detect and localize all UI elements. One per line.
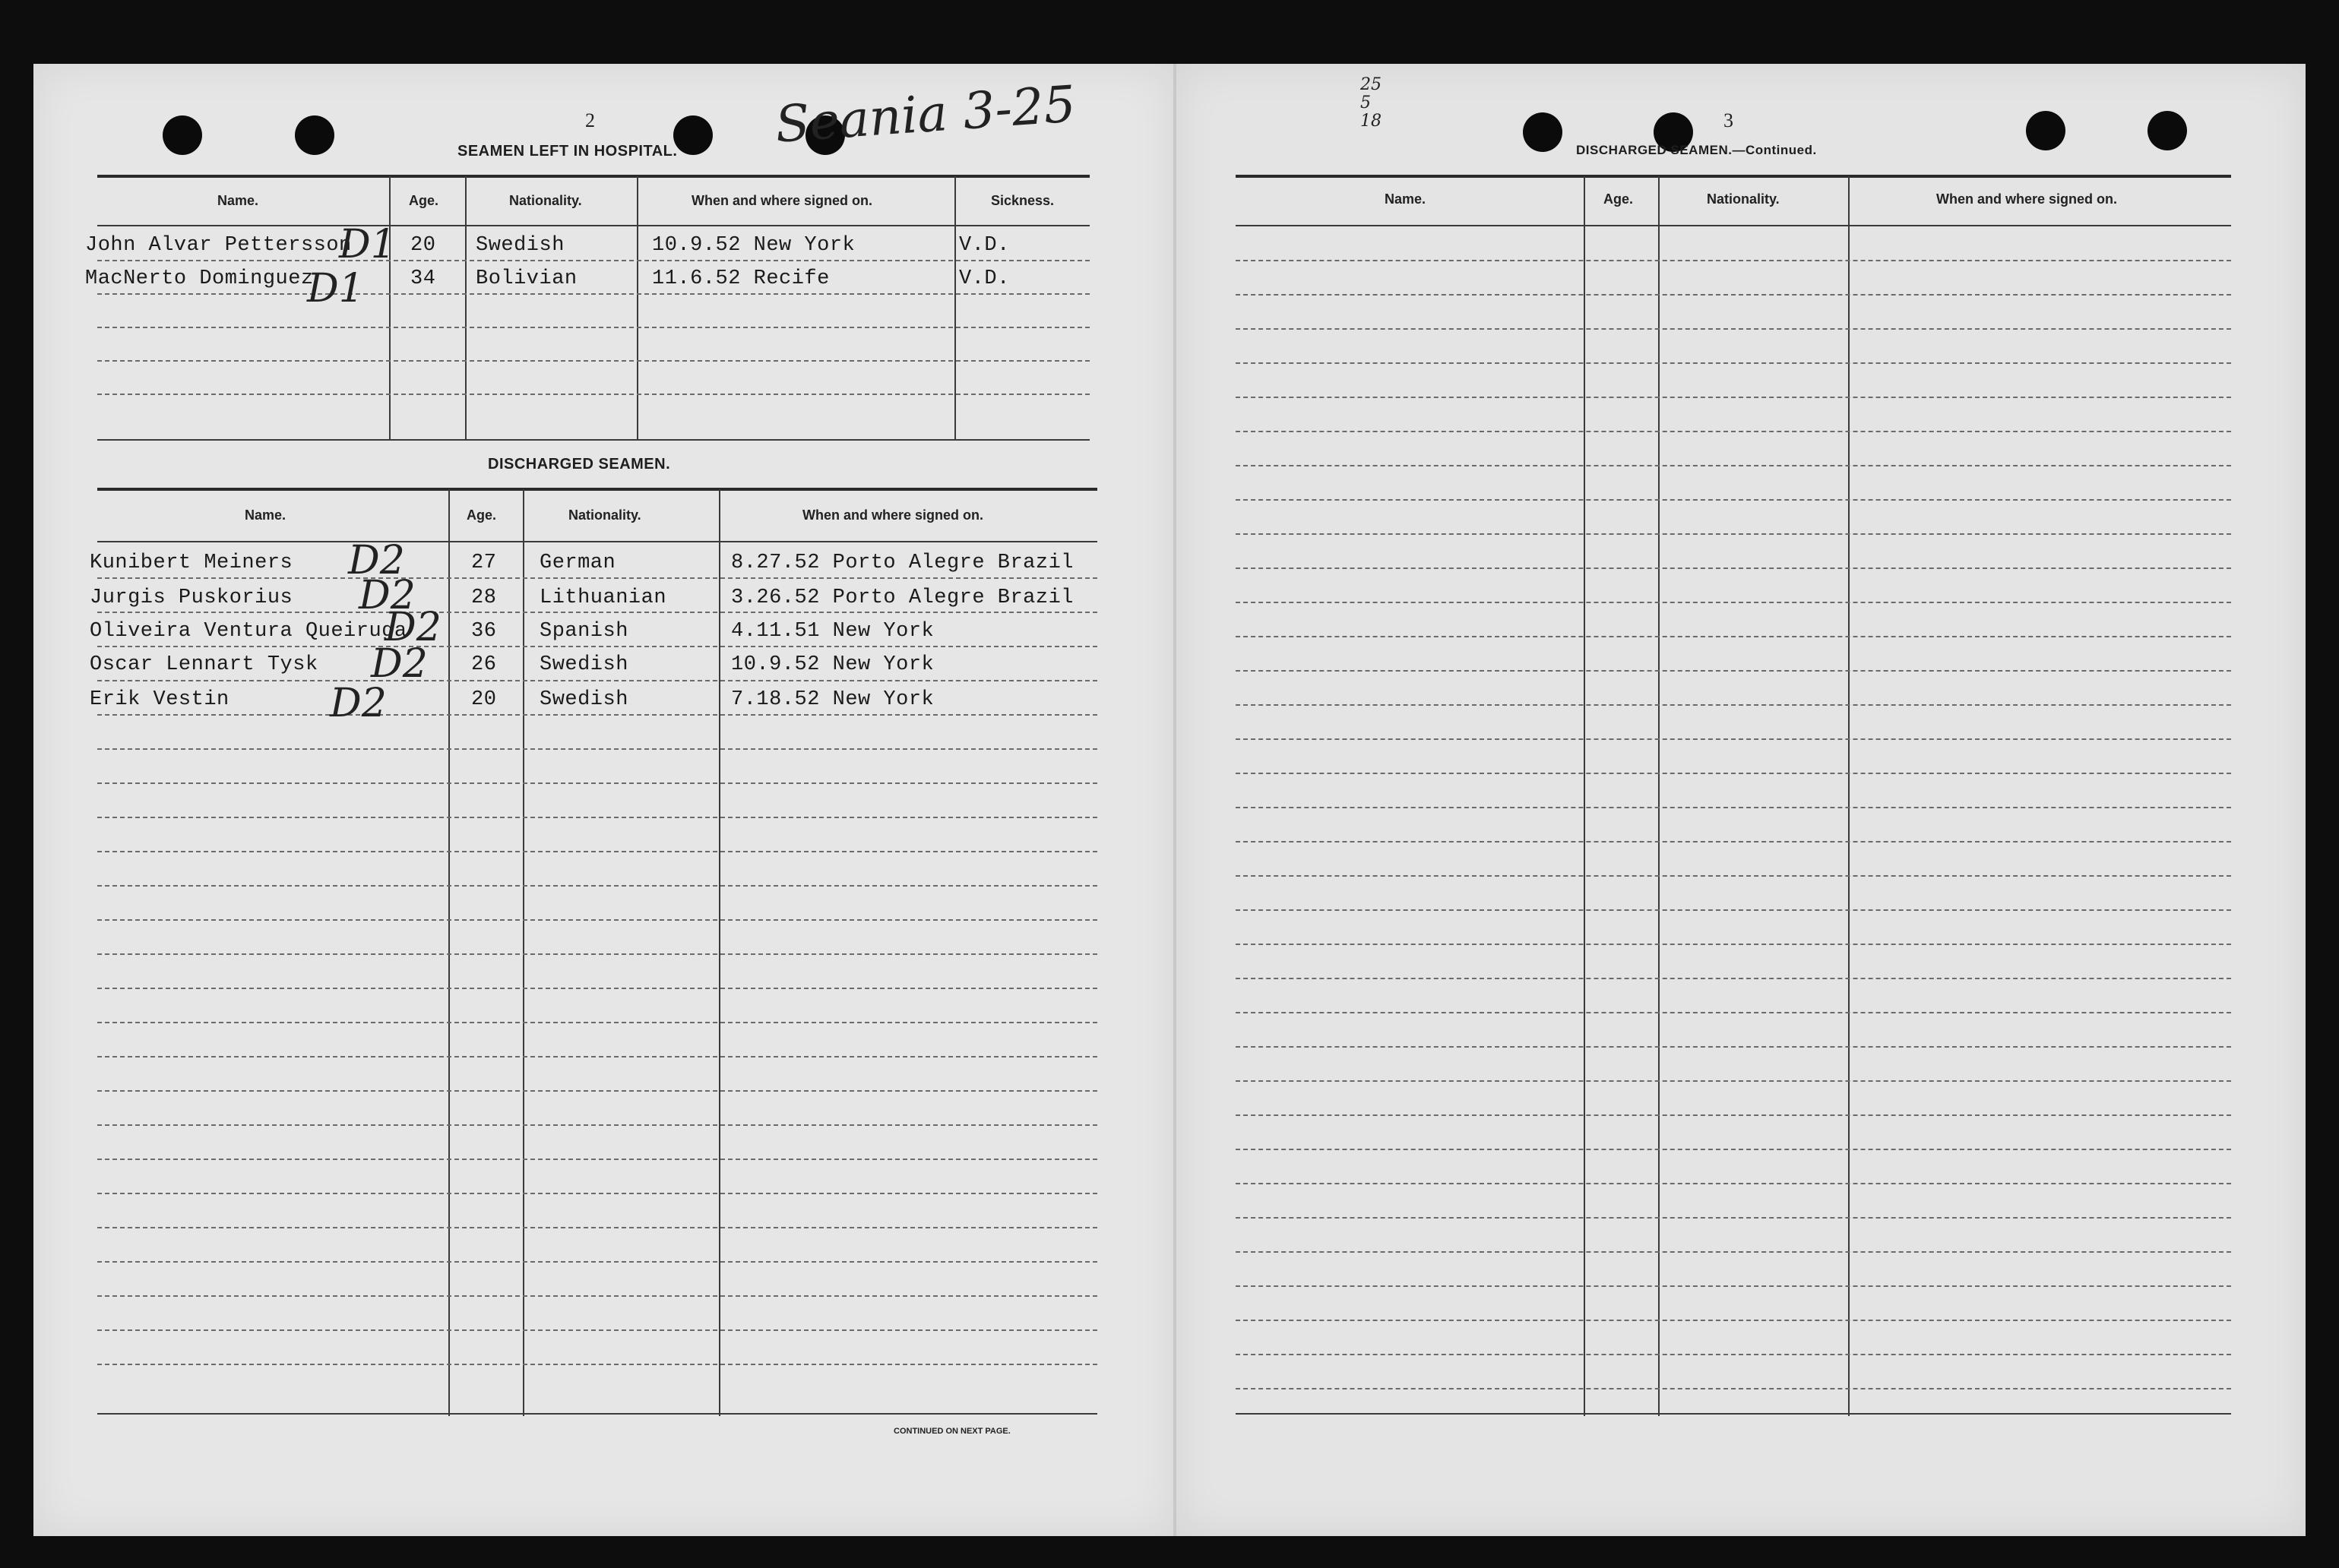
column-header-name: Name. xyxy=(245,507,286,523)
column-header-age: Age. xyxy=(1603,191,1634,207)
row-rule xyxy=(97,919,1097,921)
row-rule xyxy=(97,851,1097,852)
table-row-age: 20 xyxy=(410,234,436,257)
row-rule xyxy=(1236,909,2231,911)
handwritten-annotation: Seania 3-25 xyxy=(773,74,1078,154)
row-rule xyxy=(1236,1354,2231,1355)
table-row-signed-on: 7.18.52 New York xyxy=(731,688,935,711)
row-rule xyxy=(1236,294,2231,296)
table-row-age: 27 xyxy=(471,552,497,574)
row-rule xyxy=(1236,465,2231,466)
handwritten-mark: D2 xyxy=(385,605,442,650)
handwritten-mark: D2 xyxy=(359,573,416,618)
page-number: 3 xyxy=(1723,109,1733,131)
table-row-age: 34 xyxy=(410,267,436,290)
table-row-signed-on: 3.26.52 Porto Alegre Brazil xyxy=(731,586,1074,609)
table-row-nationality: Swedish xyxy=(540,688,628,711)
column-divider xyxy=(389,176,391,441)
table-header-rule xyxy=(97,225,1090,226)
row-rule xyxy=(97,1329,1097,1331)
row-rule xyxy=(1236,1114,2231,1116)
column-header-signed-on: When and where signed on. xyxy=(802,507,984,523)
row-rule xyxy=(1236,397,2231,398)
row-rule xyxy=(97,817,1097,818)
row-rule xyxy=(1236,1388,2231,1389)
punch-hole xyxy=(163,115,202,155)
row-rule xyxy=(97,1193,1097,1194)
handwritten-mark: D2 xyxy=(371,641,428,687)
column-header-name: Name. xyxy=(217,193,259,208)
column-divider xyxy=(637,176,638,441)
row-rule xyxy=(1236,1183,2231,1184)
row-rule xyxy=(1236,533,2231,535)
handwritten-annotation: 25 5 18 xyxy=(1360,75,1382,131)
row-rule xyxy=(97,782,1097,784)
punch-hole xyxy=(2026,111,2065,150)
row-rule xyxy=(97,1227,1097,1228)
table-row-nationality: Swedish xyxy=(476,234,565,257)
table-row-nationality: Swedish xyxy=(540,653,628,676)
row-rule xyxy=(1236,636,2231,637)
table-row-name: Jurgis Puskorius xyxy=(90,586,293,609)
table-header-rule xyxy=(1236,225,2231,226)
row-rule xyxy=(97,394,1090,395)
row-rule xyxy=(97,1090,1097,1092)
row-rule xyxy=(1236,807,2231,808)
column-divider xyxy=(719,489,720,1416)
row-rule xyxy=(1236,1251,2231,1253)
row-rule xyxy=(97,1124,1097,1126)
row-rule xyxy=(1236,328,2231,330)
column-divider xyxy=(465,176,467,441)
row-rule xyxy=(1236,1217,2231,1219)
row-rule xyxy=(97,988,1097,989)
row-rule xyxy=(1236,875,2231,877)
table-bottom-rule xyxy=(97,1413,1097,1415)
hospital-section-title: SEAMEN LEFT IN HOSPITAL. xyxy=(457,143,678,160)
discharged-section-title: DISCHARGED SEAMEN. xyxy=(488,456,671,473)
row-rule xyxy=(1236,944,2231,945)
column-header-age: Age. xyxy=(467,507,497,523)
row-rule xyxy=(97,1295,1097,1297)
row-rule xyxy=(97,1022,1097,1023)
table-row-signed-on: 10.9.52 New York xyxy=(731,653,935,676)
column-header-age: Age. xyxy=(409,193,439,208)
row-rule xyxy=(97,1056,1097,1057)
table-row-nationality: German xyxy=(540,552,616,574)
table-row-sickness: V.D. xyxy=(959,234,1010,257)
row-rule xyxy=(1236,567,2231,569)
table-row-sickness: V.D. xyxy=(959,267,1010,290)
row-rule xyxy=(1236,1012,2231,1013)
row-rule xyxy=(1236,773,2231,774)
column-header-sickness: Sickness. xyxy=(991,193,1055,208)
row-rule xyxy=(97,885,1097,887)
table-row-nationality: Spanish xyxy=(540,620,628,643)
row-rule xyxy=(97,1364,1097,1365)
handwritten-mark: D2 xyxy=(348,538,405,583)
punch-hole xyxy=(673,115,713,155)
page-number: 2 xyxy=(585,109,595,131)
row-rule xyxy=(97,360,1090,362)
table-bottom-rule xyxy=(1236,1413,2231,1415)
row-rule xyxy=(97,714,1097,716)
punch-hole xyxy=(1523,112,1562,152)
table-row-nationality: Bolivian xyxy=(476,267,578,290)
row-rule xyxy=(97,260,1090,261)
table-row-age: 26 xyxy=(471,653,497,676)
punch-hole xyxy=(2148,111,2187,150)
table-row-signed-on: 8.27.52 Porto Alegre Brazil xyxy=(731,552,1074,574)
table-row-nationality: Lithuanian xyxy=(540,586,667,609)
punch-hole xyxy=(295,115,334,155)
table-row-age: 36 xyxy=(471,620,497,643)
handwritten-mark: D2 xyxy=(330,681,387,726)
table-row-name: Oscar Lennart Tysk xyxy=(90,653,318,676)
table-row-name: Oliveira Ventura Queiruga xyxy=(90,620,407,643)
row-rule xyxy=(1236,260,2231,261)
row-rule xyxy=(97,1261,1097,1263)
table-header-rule xyxy=(97,541,1097,542)
row-rule xyxy=(1236,704,2231,706)
column-header-nationality: Nationality. xyxy=(568,507,641,523)
table-row-signed-on: 10.9.52 New York xyxy=(652,234,856,257)
row-rule xyxy=(97,680,1097,681)
row-rule xyxy=(1236,602,2231,603)
column-header-name: Name. xyxy=(1385,191,1426,207)
row-rule xyxy=(1236,978,2231,979)
row-rule xyxy=(1236,499,2231,501)
column-header-signed-on: When and where signed on. xyxy=(1936,191,2118,207)
handwritten-mark: D1 xyxy=(307,266,364,311)
row-rule xyxy=(97,327,1090,328)
row-rule xyxy=(1236,362,2231,364)
column-header-nationality: Nationality. xyxy=(509,193,582,208)
row-rule xyxy=(1236,1080,2231,1082)
row-rule xyxy=(1236,1285,2231,1287)
table-row-name: Erik Vestin xyxy=(90,688,229,711)
table-top-rule xyxy=(1236,175,2231,178)
row-rule xyxy=(97,953,1097,955)
right-page-title: DISCHARGED SEAMEN.—Continued. xyxy=(1576,143,1817,157)
table-row-name: MacNerto Dominguez xyxy=(85,267,314,290)
table-row-signed-on: 4.11.51 New York xyxy=(731,620,935,643)
row-rule xyxy=(1236,670,2231,672)
row-rule xyxy=(1236,1046,2231,1048)
table-bottom-rule xyxy=(97,439,1090,441)
column-header-nationality: Nationality. xyxy=(1707,191,1780,207)
table-row-age: 20 xyxy=(471,688,497,711)
row-rule xyxy=(97,612,1097,613)
row-rule xyxy=(97,293,1090,295)
table-row-signed-on: 11.6.52 Recife xyxy=(652,267,830,290)
continued-note: CONTINUED ON NEXT PAGE. xyxy=(894,1427,1011,1436)
table-row-age: 28 xyxy=(471,586,497,609)
column-divider xyxy=(448,489,450,1416)
row-rule xyxy=(1236,1320,2231,1321)
table-top-rule xyxy=(97,488,1097,491)
row-rule xyxy=(1236,738,2231,740)
column-header-signed-on: When and where signed on. xyxy=(692,193,873,208)
page-fold xyxy=(1173,64,1176,1536)
row-rule xyxy=(97,748,1097,750)
row-rule xyxy=(97,577,1097,579)
row-rule xyxy=(1236,841,2231,842)
table-row-name: Kunibert Meiners xyxy=(90,552,293,574)
handwritten-mark: D1 xyxy=(339,222,396,267)
column-divider xyxy=(954,176,956,441)
row-rule xyxy=(1236,1149,2231,1150)
table-top-rule xyxy=(97,175,1090,178)
row-rule xyxy=(97,646,1097,647)
row-rule xyxy=(1236,431,2231,432)
table-row-name: John Alvar Pettersson xyxy=(85,234,352,257)
column-divider xyxy=(523,489,524,1416)
row-rule xyxy=(97,1159,1097,1160)
right-page xyxy=(1175,64,2306,1536)
